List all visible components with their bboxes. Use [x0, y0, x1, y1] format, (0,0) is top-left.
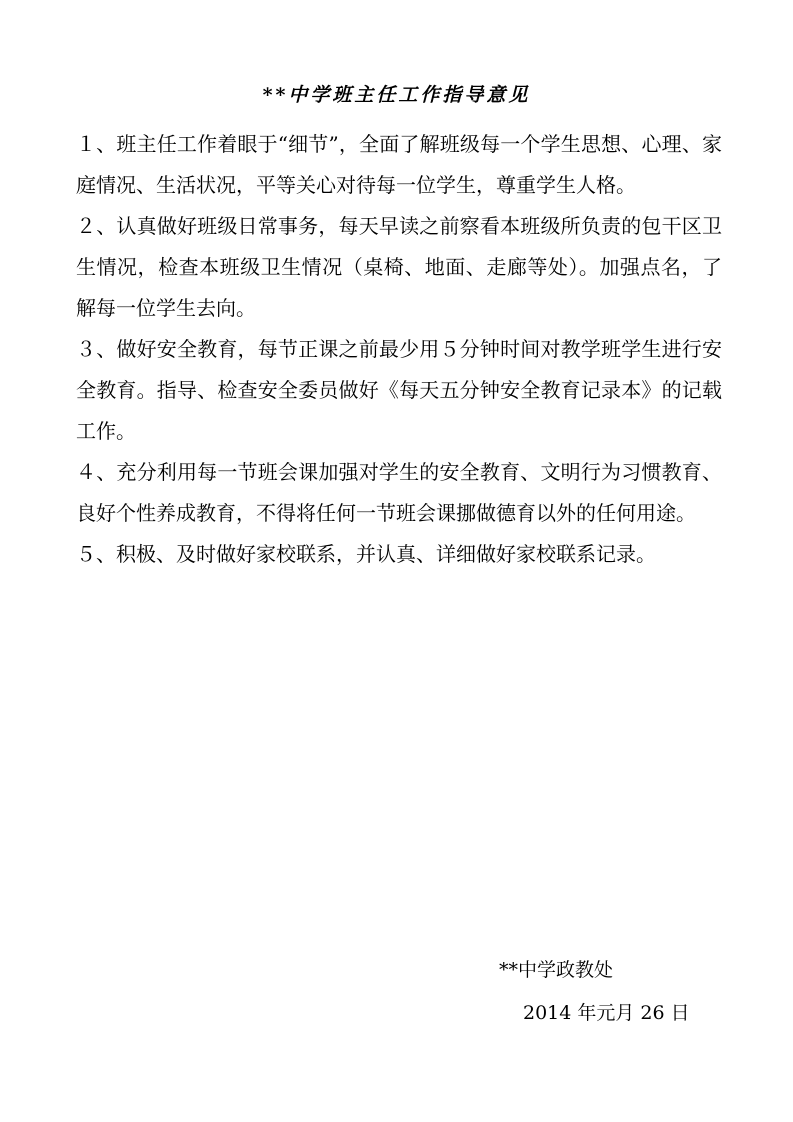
signature-block [499, 955, 690, 1028]
signature-date: 2014 年元月 26 日 [523, 1002, 690, 1024]
paragraph-4: ４、充分利用每一节班会课加强对学生的安全教育、文明行为习惯教育、良好个性养成教育，不得将任何一节班会课挪做德育以外的任何用途。 [76, 460, 722, 525]
paragraph-1: １、班主任工作着眼于“细节”，全面了解班级每一个学生思想、心理、家庭情况、生活状况，平等关心对待每一位学生，尊重学生人格。 [76, 132, 722, 197]
signature-organization: **中学政教处 [499, 959, 614, 981]
paragraph-3: ３、做好安全教育，每节正课之前最少用５分钟时间对教学班学生进行安全教育。指导、检查安全委员做好《每天五分钟安全教育记录本》的记载工作。 [76, 337, 722, 443]
document-body [76, 124, 722, 575]
paragraph-5: ５、积极、及时做好家校联系，并认真、详细做好家校联系记录。 [76, 542, 656, 566]
document-title: **中学班主任工作指导意见 [262, 84, 531, 106]
paragraph-2: ２、认真做好班级日常事务，每天早读之前察看本班级所负责的包干区卫生情况，检查本班级卫生情况（桌椅、地面、走廊等处）。加强点名，了解每一位学生去向。 [76, 214, 722, 320]
